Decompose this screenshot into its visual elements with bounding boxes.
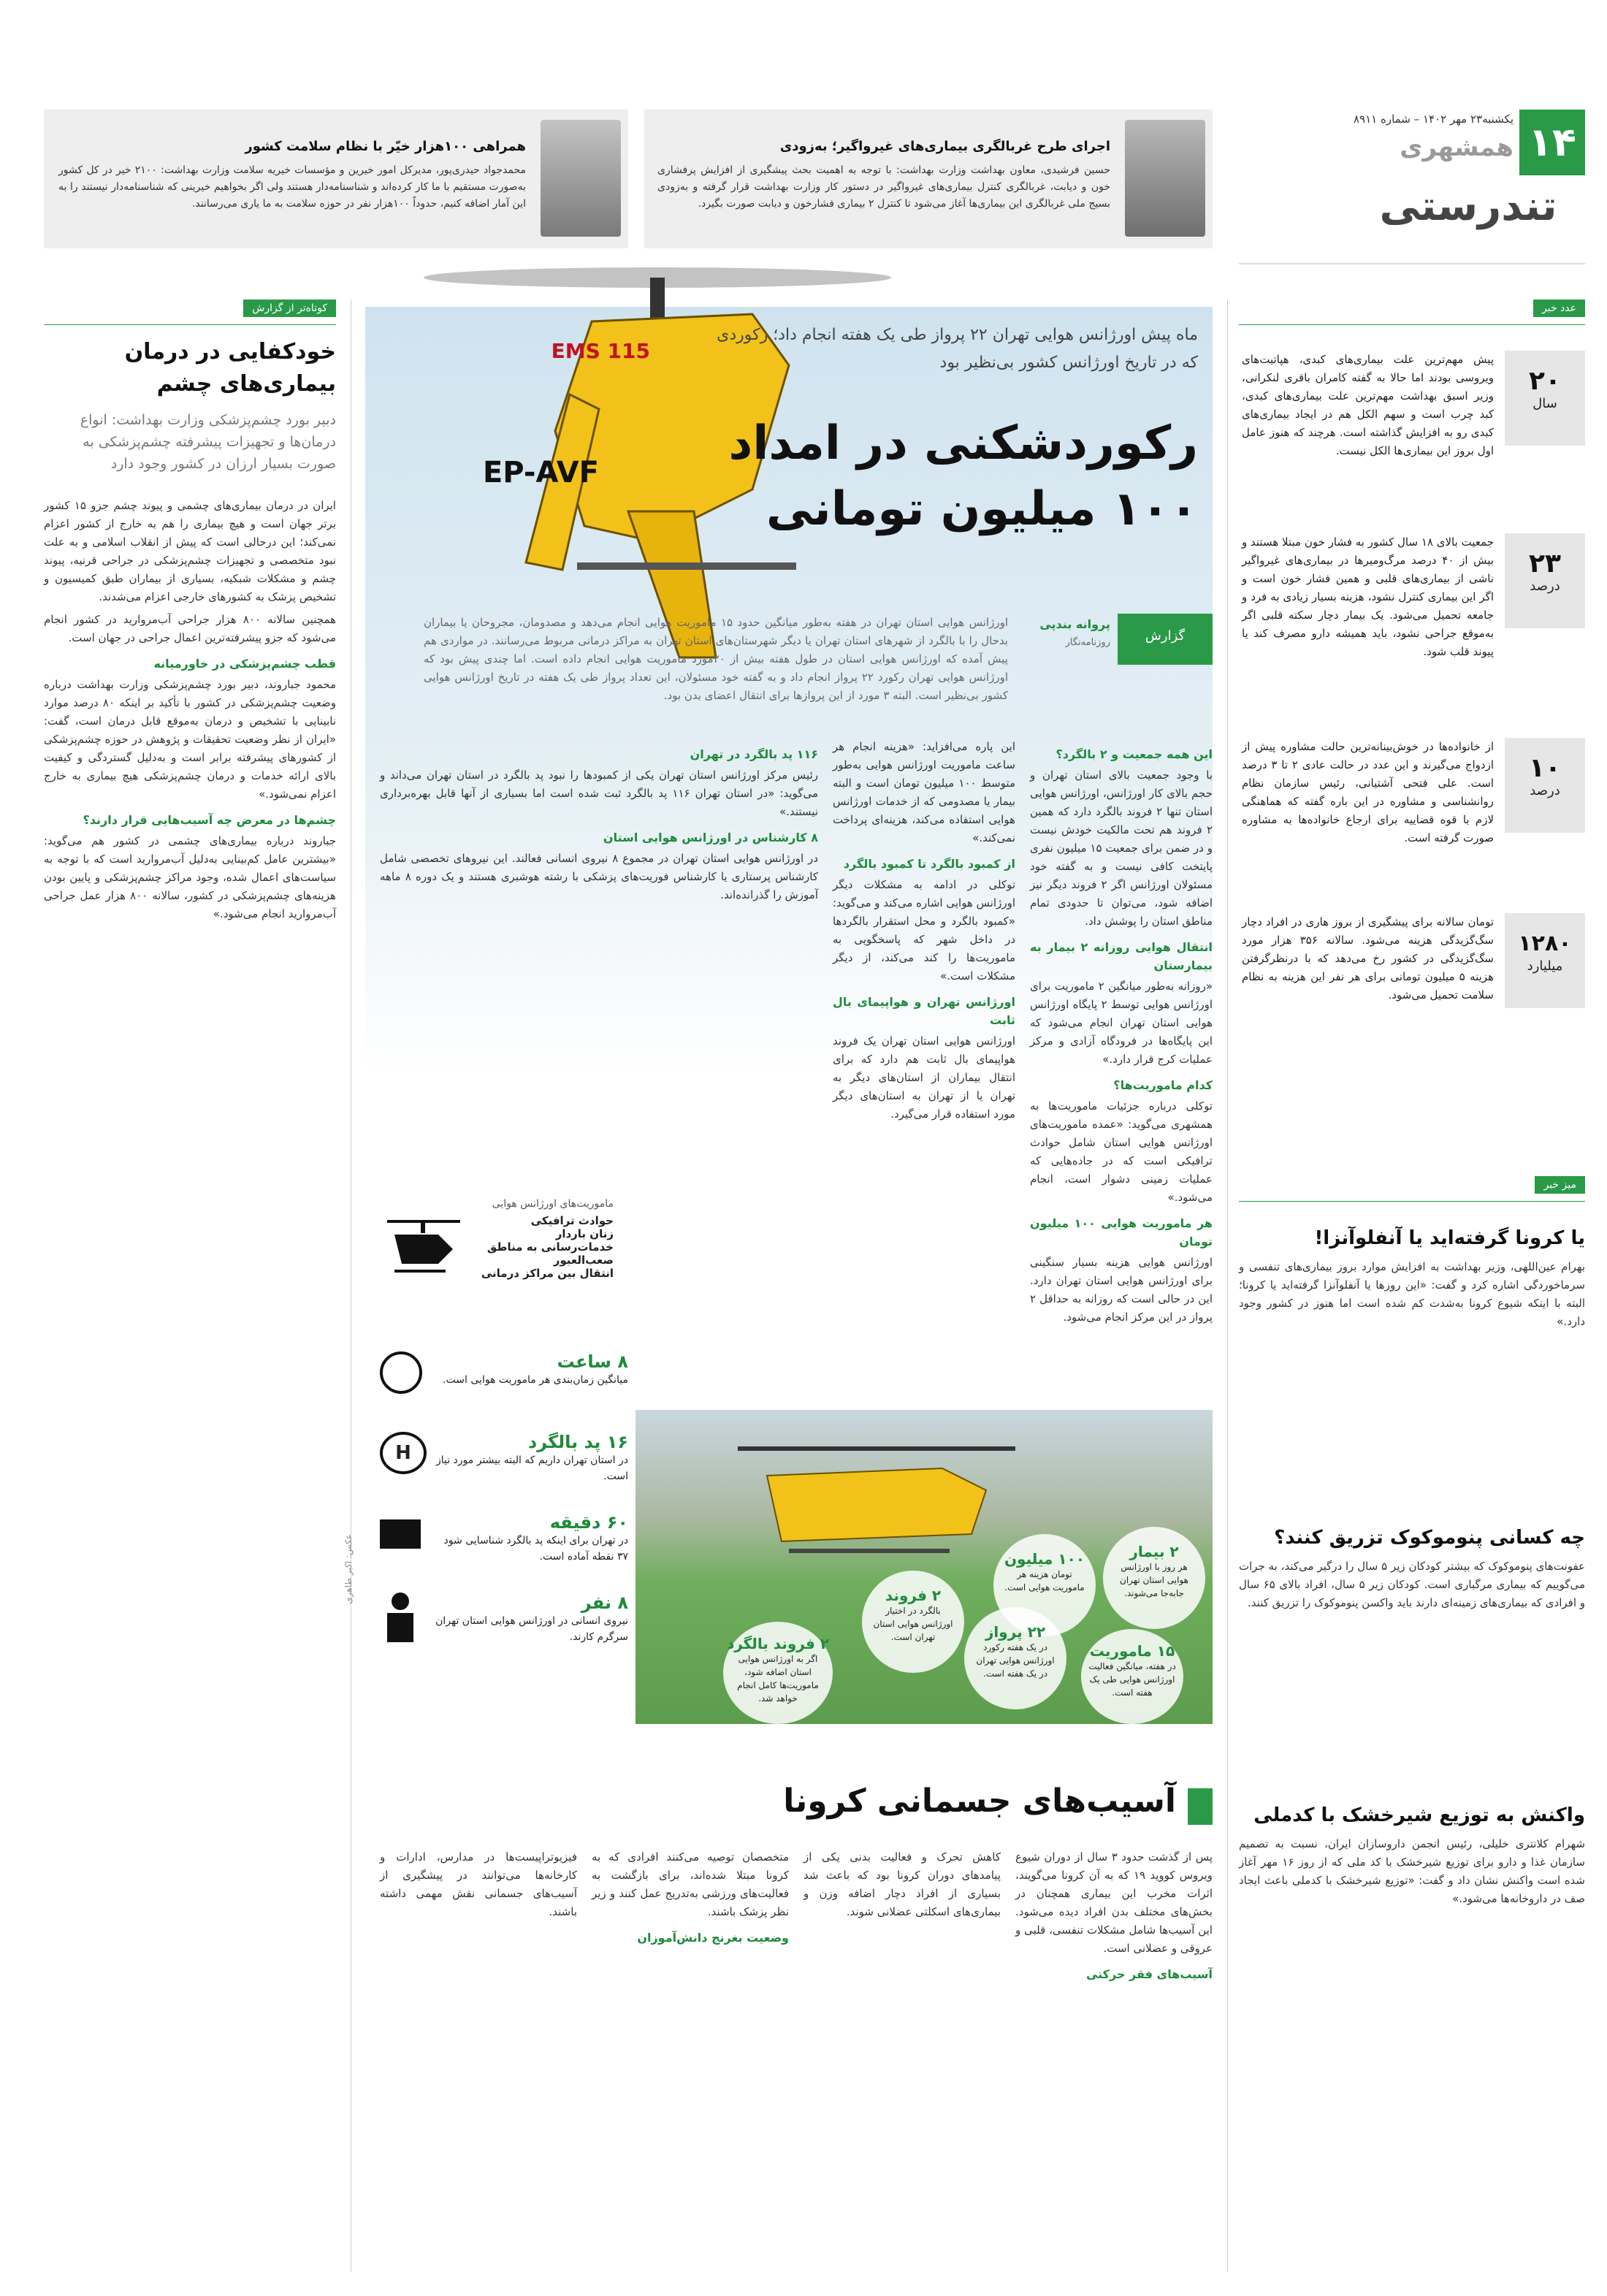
bottom-column [380,1848,577,1926]
bottom-subhead: آسیب‌های فقر حرکتی [1085,1967,1213,1981]
feature-subhead: این همه جمعیت و ۲ بالگرد؟ [1056,747,1213,761]
info-title: ۶۰ دقیقه [549,1512,628,1533]
info-text: در استان تهران داریم که البته بیشتر مورد نیاز است. [435,1454,628,1482]
info-text: در تهران برای اینکه پد بالگرد شناسایی شود ۳۷ نقطه آماده است. [443,1535,628,1563]
news-desk [1239,1176,1585,2272]
feature-paragraph: توکلی در ادامه به مشکلات دیگر اورژانس هوایی اشاره می‌کند و می‌گوید: «کمبود بالگرد و محل استقرار بالگردها در داخل شهر که پاسخگویی به ماموریت‌ها را کند می‌کند، از دیگر مشکلات است.» [833,878,1015,983]
stat-unit: درصد [1530,783,1560,798]
number-item [1239,351,1585,541]
feature-paragraph: این پاره می‌افزاید: «هزینه انجام هر ساعت ماموریت اورژانس هوایی به‌طور متوسط ۱۰۰ میلیون تومان است و البته بیمار یا مصدومی که از خدمات اورژانس هوایی استفاده می‌کند، هزینه‌ای پرداخت نمی‌کند.» [833,740,1015,844]
heli-stat-title: ۲ فروند [885,1587,942,1604]
paper-name: همشهری [1400,133,1514,162]
feature-paragraph: توکلی درباره جزئیات ماموریت‌ها به همشهری می‌گوید: «عمده ماموریت‌های اورژانس هوایی استان شامل حوادث ترافیکی است که در جاده‌هایی که عملیات زمینی دشوار است، انجام می‌شود.» [1030,1099,1213,1204]
feature-paragraph: اورژانس هوایی استان تهران یک فروند هواپیمای بال ثابت هم دارد که برای انتقال بیماران از استان‌های دیگر به تهران یا از تهران به استان‌های دیگر مورد استفاده قرار می‌گیرد. [833,1034,1015,1121]
feature-title-line1: رکوردشکنی در امداد [728,416,1198,470]
bottom-paragraph: پس از گذشت حدود ۳ سال از دوران شیوع ویروس کووید ۱۹ که به آن کرونا می‌گویند، اثرات مخرب این بیماری همچنان در بخش‌های مختلف بدن افراد دیده می‌شود. این آسیب‌ها شامل مشکلات تنفسی، قلبی و عروقی و عضلانی است. [1015,1850,1213,1955]
bottom-paragraph: کاهش تحرک و فعالیت بدنی یکی از پیامدهای دوران کرونا بود که باعث شد بسیاری از افراد دچار اضافه وزن و بیماری‌های اسکلتی عضلانی شوند. [804,1850,1001,1918]
left-body [44,497,336,928]
heli-stat [723,1622,833,1724]
info-text: میانگین زمان‌بندی هر ماموریت هوایی است. [443,1374,628,1386]
stat-text: از خانواده‌ها در خوش‌بینانه‌ترین حالت مشاوره پیش از ازدواج می‌گیرند و این عدد در حالت عادی ۲ تا ۳ درصد است. علی فتحی آشتیانی، رئیس سازمان نظام روانشناسی و مشاوره در این باره گفته که هماهنگی لازم با قوه قضاییه برای ارجاع خانواده‌ها به مشاوره صورت گرفته است. [1242,740,1495,844]
bottom-story [365,1782,1213,2279]
news-title: چه کسانی پنوموکوک تزریق کنند؟ [1274,1527,1585,1549]
mission-item: حوادث ترافیکی [530,1214,614,1227]
person-icon [392,1593,409,1610]
left-lead: دبیر بورد چشم‌پزشکی وزارت بهداشت: انواع درمان‌ها و تجهیزات پیشرفته چشم‌پزشکی به صورت بسیار ارزان در کشور وجود دارد [80,412,336,472]
news-desk-tag: میز خبر [1535,1176,1585,1194]
heli-stat [964,1607,1066,1709]
top-news-box-2 [44,110,628,248]
reporter-photo [1125,120,1205,237]
heli-stat-text: در یک هفته رکورد اورژانس هوایی تهران در یک هفته است. [976,1642,1055,1679]
left-title: خودکفایی در درمان بیماری‌های چشم [124,339,336,397]
feature-subhead: ۱۱۶ پد بالگرد در تهران [690,747,818,761]
info-item [380,1593,628,1651]
heli-stat [1103,1527,1205,1629]
feature-subhead: کدام ماموریت‌ها؟ [1113,1078,1213,1092]
left-subhead: چشم‌ها در معرض چه آسیب‌هایی قرار دارند؟ [83,813,336,827]
heli-stat-title: ۲ فروند بالگرد [726,1635,830,1652]
heli-stat-title: ۱۰۰ میلیون [1004,1550,1085,1568]
heli-stat-title: ۲۲ پرواز [985,1623,1046,1641]
left-paragraph: ایران در درمان بیماری‌های چشمی و پیوند چشم جزو ۱۵ کشور برتر جهان است و هیچ بیماری را هم به خارج از کشور اعزام نمی‌کند؛ این درحالی است که پیش از انقلاب اسلامی و به علت نبود متخصصی و تجهیزات چشم‌پزشکی در جراحی قرنیه، پیوند چشم و مشکلات شبکیه، بسیاری از بیماران طبق کمیسیون و تشخیص پزشک به کشورهای خارجی اعزام می‌شدند. [44,499,336,603]
bottom-subhead: وضعیت بغرنج دانش‌آموزان [637,1931,789,1945]
stat-number: ۱۰ [1529,753,1561,783]
byline [1118,614,1213,665]
heli-stat-text: در هفته، میانگین فعالیت اورژانس هوایی طی یک هفته است. [1088,1661,1176,1698]
number-item [1239,533,1585,723]
stat-unit: میلیارد [1527,958,1563,974]
heli-registration: EP-AVF [482,456,599,489]
heli-stat-text: هر روز با اورژانس هوایی استان تهران جابه‌جا می‌شوند. [1120,1562,1188,1598]
left-paragraph: جباروند درباره بیماری‌های چشمی در کشور هم می‌گوید: «بیشترین عامل کم‌بینایی به‌دلیل آب‌مروارید است که با توجه به سیاست‌های اعمال شده، وجود مراکز چشم‌پزشکی و پایین بودن هزینه‌های چشم‌پزشکی در کشور، سالانه ۸۰۰ هزار عمل جراحی آب‌مروارید انجام می‌شود.» [44,834,337,920]
feature-paragraph: رئیس مرکز اورژانس استان تهران یکی از کمبودها را نبود پد بالگرد در استان تهران می‌داند و می‌گوید: «در استان تهران ۱۱۶ پد بالگرد ثبت شده است اما بسیاری از آنها قابل بهره‌برداری نیستند.» [380,768,818,818]
byline-type: گزارش [1145,628,1186,644]
page-number: ۱۴ [1519,110,1585,175]
bottom-column [592,1848,789,1950]
top-news-box-1 [644,110,1213,248]
helipad-helicopter [723,1439,1030,1585]
feature-subhead: ۸ کارشناس در اورژانس هوایی استان [603,831,818,844]
info-title: ۸ ساعت [557,1351,628,1372]
news-story [1239,1227,1585,1331]
news-text: عفونت‌های پنوموکوک که بیشتر کودکان زیر ۵ سال را درگیر می‌کند، به جرات می‌گوییم که بیماری مرگباری است. کودکان زیر ۵ سال، افراد بالای ۶۵ سال و افرادی که بیماری‌های زمینه‌ای دارند باید واکسن پنوموکوک را تزریق کنند. [1239,1560,1586,1609]
news-title: واکنش به توزیع شیرخشک با کدملی [1253,1804,1585,1826]
heli-stat-title: ۲ بیمار [1129,1543,1179,1560]
number-item [1239,913,1585,1132]
stat-number: ۲۰ [1529,366,1561,396]
top-news-body: حسین فرشیدی، معاون بهداشت وزارت بهداشت: با توجه به اهمیت بحث پیشگیری از افزایش پرفشاری خون و دیابت، غربالگری کنترل بیماری‌های غیرواگیر در دستور کار وزارت بهداشت قرار گرفته و به‌زودی بسیج ملی غربالگری این بیماری‌ها آغاز می‌شود تا کنترل ۲ بیماری فشارخون و دیابت صورت بگیرد. [657,164,1110,210]
heli-label: 115 EMS [551,339,650,363]
stat-text: تومان سالانه برای پیشگیری از بروز هاری در افراد دچار سگ‌گزیدگی هزینه می‌شود. سالانه ۳۵۶ هزار مورد سگ‌گزیدگی در کشور رخ می‌دهد که با درنظرگرفتن هزینه ۵ میلیون تومانی برای هر نفر این هزینه به نظام سلامت تحمیل می‌شود. [1242,915,1495,1002]
missions-title: ماموریت‌های اورژانس هوایی [492,1198,614,1210]
feature-subhead: انتقال هوایی روزانه ۲ بیمار به بیمارستان [1030,940,1213,972]
left-subhead: قطب چشم‌پزشکی در خاورمیانه [153,657,336,671]
date-line: یکشنبه۲۳ مهر ۱۴۰۲ – شماره ۸۹۱۱ [1353,112,1514,126]
mission-item: خدمات‌رسانی به مناطق صعب‌العبور [486,1240,614,1267]
info-title: ۸ نفر [581,1593,628,1613]
feature-column-2 [833,738,1015,1128]
bottom-paragraph: فیزیوتراپیست‌ها در مدارس، ادارات و کارخانه‌ها می‌توانند در پیشگیری از آسیب‌های جسمانی نقش مهمی داشته باشند. [380,1850,577,1918]
section-title: تندرستی [1379,183,1557,230]
bottom-column [1015,1848,1213,1986]
feature-subhead: اورژانس تهران و هواپیمای بال ثابت [833,995,1015,1027]
clock-icon [380,1351,422,1394]
sidebar-tag: عدد خبر [1533,300,1585,317]
heli-stat-text: تومان هزینه هر ماموریت هوایی است. [1004,1569,1085,1593]
feature-column-1 [1030,738,1213,1331]
feature-paragraph: با وجود جمعیت بالای استان تهران و حجم بالای کار اورژانس، اورژانس هوایی استان تنها ۲ فروند بالگرد دارد که همین ۲ فروند هم تحت مالکیت خودش نیست و در ضمن برای جمعیت ۱۵ میلیون نفری پایتخت کافی نیست و به گفته خود مسئولان اورژانس اگر ۲ فروند دیگر نیز اضافه شود، می‌توان تا حدودی تمام مناطق استان را پوشش داد. [1030,768,1213,928]
bottom-paragraph: متخصصان توصیه می‌کنند افرادی که به کرونا مبتلا شده‌اند، برای بازگشت به فعالیت‌های ورزشی به‌تدریج عمل کنند و زیر نظر پزشک باشند. [592,1850,789,1918]
feature-paragraph: «روزانه به‌طور میانگین ۲ ماموریت برای اورژانس هوایی توسط ۲ پایگاه اورژانس هوایی استان تهران انجام می‌شود که این پایگاه‌ها در فرودگاه آزادی و مرکز عملیات کرج قرار دارد.» [1030,980,1213,1066]
news-text: بهرام عین‌اللهی، وزیر بهداشت به افزایش موارد بروز بیماری‌های تنفسی و سرماخوردگی اشاره کرد و گفت: «این روزها یا آنفلوآنزا گرفته‌اید یا کرونا؛ البته با اینکه شیوع کرونا به‌شدت کم شده است اما هنوز در کشور وجود دارد.» [1239,1260,1585,1328]
helicopter-icon [380,1213,467,1278]
news-text: شهرام کلانتری خلیلی، رئیس انجمن داروسازان ایران، نسبت به تصمیم سازمان غذا و دارو برای توزیع شیرخشک با کد ملی که از روز ۱۶ مهر آغاز شده است واکنش نشان داد و گفت: «توزیع شیرخشک با کدملی باعث ایجاد صف در داروخانه‌ها می‌شود.» [1239,1837,1585,1905]
heli-stat-text: بالگرد در اختیار اورژانس هوایی استان تهران است. [873,1606,953,1642]
stat-number: ۲۳ [1529,549,1561,579]
mission-item: انتقال بین مراکز درمانی [481,1267,614,1280]
stat-unit: سال [1532,396,1557,411]
sidebar-numbers [1239,300,1585,1176]
left-kicker: کوتاه‌تر از گزارش [243,300,336,317]
number-item [1239,738,1585,928]
info-title: ۱۶ پد بالگرد [527,1432,628,1452]
feature-column-3 [380,738,818,909]
city-icon [380,1519,421,1549]
top-news-title: اجرای طرح غربالگری بیماری‌های غیرواگیر؛ به‌زودی [779,139,1110,154]
byline-name: پروانه بندپی [1039,617,1110,631]
info-item [380,1432,628,1490]
reporter-photo [541,120,621,237]
missions-box [380,1198,614,1322]
info-item [380,1351,628,1410]
heli-stat-title: ۱۵ ماموریت [1089,1642,1175,1660]
stat-unit: درصد [1530,579,1560,594]
news-story [1239,1527,1585,1612]
left-column [44,300,336,2272]
info-text: نیروی انسانی در اورژانس هوایی استان تهران سرگرم کارند. [435,1615,628,1643]
story-marker [1188,1788,1213,1825]
left-paragraph: همچنین سالانه ۸۰۰ هزار جراحی آب‌مروارید در کشور انجام می‌شود که جزو پیشرفته‌ترین اعمال جراحی در جهان است. [44,613,336,644]
masthead [1351,110,1585,241]
feature-title-line2: ۱۰۰ میلیون تومانی [766,482,1198,536]
info-item [380,1512,628,1571]
feature-paragraph: اورژانس هوایی هزینه بسیار سنگینی برای اورژانس هوایی استان تهران دارد. این در حالی است که روزانه به حداقل ۲ پرواز در این مرکز انجام می‌شود. [1030,1256,1213,1324]
stat-text: جمعیت بالای ۱۸ سال کشور به فشار خون مبتلا هستند و بیش از ۴۰ درصد مرگ‌ومیرها در بیماری‌های غیرواگیر ناشی از بیماری‌های قلبی و همین فشار خون است و اگر این بیماری کنترل نشود، هزینه بسیار زیادی به فرد و جامعه تحمیل می‌شود. یک بیمار دچار سکته قلبی اگر به‌موقع جراحی نشود، باید همیشه دارو مصرف کند یا پیوند قلب شود. [1242,535,1494,658]
stat-number: ۱۲۸۰ [1518,931,1572,956]
photo-credit: عکس: اکبر طاهری [343,1534,354,1604]
byline-role: روزنامه‌نگار [1065,637,1110,648]
stat-text: پیش مهم‌ترین علت بیماری‌های کبدی، هپاتیت‌های ویروسی بودند اما حالا به گفته کامران باقری لنکرانی، وزیر اسبق بهداشت مهم‌ترین علت بیماری‌های کبدی، کبد چرب است و سهم الکل هم در ایجاد بیماری‌های کبدی رو به افزایش گذاشته است. هرچند که هنوز عامل اول بروز این بیماری‌ها الکل نیست. [1242,353,1494,457]
feature-lead: اورژانس هوایی استان تهران در هفته به‌طور میانگین حدود ۱۵ ماموریت هوایی انجام می‌دهد و مصدومان، مجروحان یا بیماران بدحال را با بالگرد از شهرهای استان تهران یا دیگر شهرستان‌های استان تهران به مراکز درمانی مربوط می‌رسانند. در مواردی هم پیش آمده که اورژانس هوایی استان در طول هفته بیش از ۲۰مورد ماموریت هوایی انجام داده است. اما چندی پیش بود که اورژانس هوایی تهران رکورد ۲۲ پرواز انجام داد و به گفته خود مسئولان، این تعداد پرواز طی یک هفته در تاریخ اورژانس هوایی کشور بی‌نظیر است. البته ۳ مورد از این پروازها برای انتقال اعضای بدن بود. [424,616,1009,702]
feature-subhead: هر ماموریت هوایی ۱۰۰ میلیون تومان [1030,1216,1213,1248]
top-news-body: محمدجواد حیدری‌پور، مدیرکل امور خیرین و مؤسسات خیریه سلامت وزارت بهداشت: ۲۱۰۰ خیر در کل کشور به‌صورت مستقیم با ما کار کرده‌اند و شناسنامه‌دار هستند ولی اگر بخواهیم خیرینی که شناسنامه‌دار نیستند را به این آمار اضافه کنیم، حدوداً ۱۰۰هزار نفر در حوزه سلامت به ما یاری می‌رسانند. [58,164,526,210]
bottom-title: آسیب‌های جسمانی کرونا [783,1782,1176,1820]
top-news-title: همراهی ۱۰۰هزار خیّر با نظام سلامت کشور [245,139,526,154]
feature-kicker: ماه پیش اورژانس هوایی تهران ۲۲ پرواز طی یک هفته انجام داد؛ رکوردی که در تاریخ اورژانس کشور بی‌نظیر بود [717,326,1198,372]
news-story [1239,1804,1585,1908]
news-title: یا کرونا گرفته‌اید یا آنفلوآنزا! [1314,1227,1585,1249]
left-paragraph: محمود جباروند، دبیر بورد چشم‌پزشکی وزارت بهداشت درباره وضعیت چشم‌پزشکی در کشور با تأکید بر اینکه ۸۰ درصد موارد نابینایی با تشخیص و درمان به‌موقع قابل درمان است، گفت: «ایران از نظر وضعیت تحقیقات و پژوهش در حوزه چشم‌پزشکی از کشورهای پیشرفته برابر است و به‌دلیل گستردگی و کیفیت بالای ارائه خدمات و درمان چشم‌پزشکی هیچ بیماری به خارج اعزام نمی‌شود.» [44,678,336,801]
heli-stat [1081,1629,1183,1724]
feature-paragraph: در اورژانس هوایی استان تهران در مجموع ۸ نیروی انسانی فعالند. این نیروهای تخصصی شامل کارشناس پرستاری یا کارشناس فوریت‌های پزشکی با رشته هوشبری هستند و یک دوره ۸ ماهه آموزش را گذرانده‌اند. [380,852,818,901]
feature-subhead: از کمبود بالگرد تا کمبود بالگرد [843,857,1015,871]
helipad-icon: H [380,1432,427,1474]
heli-stat [862,1571,964,1673]
heli-stat-text: اگر به اورژانس هوایی استان اضافه شود، ماموریت‌ها کامل انجام خواهد شد. [737,1654,819,1704]
bottom-column [804,1848,1001,1926]
mission-item: زنان باردار [555,1227,614,1240]
